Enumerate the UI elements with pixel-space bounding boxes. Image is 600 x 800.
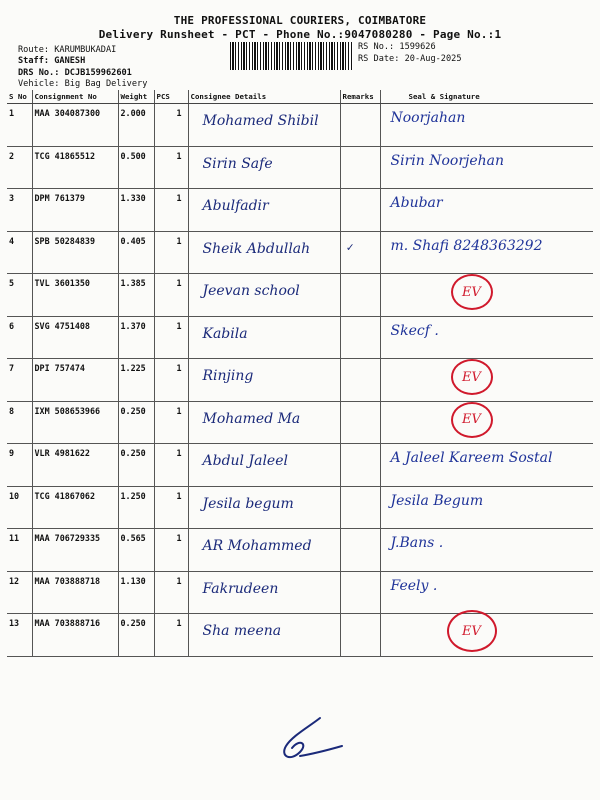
- row-weight: 0.565: [118, 529, 154, 572]
- row-pcs: 1: [154, 231, 188, 274]
- row-seal-signature: [380, 529, 593, 572]
- row-consignee: [188, 146, 340, 189]
- consignee-handwriting: Fakrudeen: [202, 580, 279, 597]
- table-row: [7, 146, 593, 189]
- signature-handwriting: Jesila Begum: [390, 492, 484, 509]
- signature-handwriting: A Jaleel Kareem Sostal: [390, 450, 553, 466]
- barcode: [230, 42, 353, 70]
- signature-handwriting: Sirin Noorjehan: [390, 152, 505, 169]
- signature-handwriting: Feely .: [390, 577, 438, 594]
- staff-label: Staff:: [18, 56, 50, 66]
- consignee-handwriting: Mohamed Shibil: [202, 113, 319, 129]
- row-sno: 11: [7, 529, 32, 572]
- row-weight: 2.000: [118, 104, 154, 147]
- row-sno: 1: [7, 104, 32, 147]
- signature-handwriting: J.Bans .: [390, 535, 444, 551]
- rs-no-line: [358, 42, 436, 52]
- table-row: [7, 189, 593, 232]
- row-remarks: [340, 231, 380, 274]
- runsheet-subtitle: Delivery Runsheet - PCT - Phone No.:9047080280 - Page No.:1: [98, 28, 502, 41]
- col-sno: S No: [7, 90, 32, 104]
- consignee-handwriting: Sha meena: [202, 623, 282, 639]
- row-consignee: [188, 231, 340, 274]
- rs-date-label: RS Date:: [358, 54, 400, 64]
- row-consignee: [188, 189, 340, 232]
- drs-line: [18, 68, 132, 78]
- row-consignment-no: SPB 50284839: [32, 231, 118, 274]
- rs-no-label: RS No.:: [358, 42, 395, 52]
- row-consignment-no: DPI 757474: [32, 359, 118, 402]
- row-seal-signature: [380, 316, 593, 359]
- table-row: [7, 529, 593, 572]
- row-seal-signature: [380, 486, 593, 529]
- row-pcs: 1: [154, 189, 188, 232]
- signature-handwriting: m. Shafi 8248363292: [390, 237, 543, 254]
- row-remarks: [340, 571, 380, 614]
- row-remarks: [340, 359, 380, 402]
- consignee-handwriting: Kabila: [202, 325, 248, 342]
- staff-line: [18, 56, 85, 66]
- row-weight: 1.370: [118, 316, 154, 359]
- row-consignment-no: MAA 703888718: [32, 571, 118, 614]
- row-seal-signature: [380, 571, 593, 614]
- row-consignee: [188, 571, 340, 614]
- col-weight: Weight: [118, 90, 154, 104]
- row-sno: 9: [7, 444, 32, 487]
- row-remarks: [340, 146, 380, 189]
- row-consignment-no: MAA 703888716: [32, 614, 118, 657]
- rs-date-value: 20-Aug-2025: [404, 54, 462, 64]
- row-remarks: [340, 486, 380, 529]
- row-seal-signature: [380, 359, 593, 402]
- row-pcs: 1: [154, 359, 188, 402]
- row-consignee: [188, 104, 340, 147]
- row-sno: 5: [7, 274, 32, 317]
- table-row: [7, 359, 593, 402]
- consignee-handwriting: Mohamed Ma: [202, 410, 301, 427]
- signature-handwriting: Skecf .: [390, 322, 439, 339]
- consignee-handwriting: Jeevan school: [202, 283, 300, 299]
- row-remarks: [340, 401, 380, 444]
- row-remarks: [340, 316, 380, 359]
- seal-stamp: EV: [447, 610, 497, 652]
- row-sno: 6: [7, 316, 32, 359]
- row-sno: 3: [7, 189, 32, 232]
- table-row: [7, 571, 593, 614]
- row-sno: 13: [7, 614, 32, 657]
- route-label: Route:: [18, 45, 50, 55]
- table-header-row: [7, 90, 593, 104]
- table-row: [7, 231, 593, 274]
- row-seal-signature: [380, 146, 593, 189]
- row-pcs: 1: [154, 529, 188, 572]
- table-row: [7, 104, 593, 147]
- row-pcs: 1: [154, 571, 188, 614]
- consignee-handwriting: AR Mohammed: [202, 538, 312, 554]
- remark-tick: ✓: [346, 239, 354, 254]
- row-pcs: 1: [154, 444, 188, 487]
- row-remarks: [340, 189, 380, 232]
- row-consignment-no: MAA 304087300: [32, 104, 118, 147]
- row-weight: 0.500: [118, 146, 154, 189]
- row-sno: 4: [7, 231, 32, 274]
- consignee-handwriting: Abulfadir: [202, 198, 269, 214]
- row-pcs: 1: [154, 486, 188, 529]
- row-consignee: [188, 486, 340, 529]
- vehicle-line: [18, 79, 147, 89]
- vehicle-value: Big Bag Delivery: [64, 79, 148, 89]
- seal-stamp: EV: [451, 359, 493, 395]
- row-weight: 1.385: [118, 274, 154, 317]
- table-row: [7, 401, 593, 444]
- row-seal-signature: [380, 189, 593, 232]
- seal-stamp: EV: [451, 402, 493, 438]
- row-sno: 10: [7, 486, 32, 529]
- row-consignment-no: IXM 508653966: [32, 401, 118, 444]
- row-consignment-no: TCG 41867062: [32, 486, 118, 529]
- vehicle-label: Vehicle:: [18, 79, 60, 89]
- route-value: KARUMBUKADAI: [54, 45, 117, 55]
- row-pcs: 1: [154, 274, 188, 317]
- table-row: [7, 614, 593, 657]
- drs-value: DCJB159962601: [64, 68, 132, 78]
- row-pcs: 1: [154, 316, 188, 359]
- row-seal-signature: [380, 274, 593, 317]
- row-sno: 2: [7, 146, 32, 189]
- runsheet-table: [7, 90, 593, 657]
- col-pcs: PCS: [154, 90, 188, 104]
- signature-handwriting: Noorjahan: [390, 110, 466, 126]
- row-weight: 1.225: [118, 359, 154, 402]
- row-seal-signature: [380, 401, 593, 444]
- consignee-handwriting: Jesila begum: [202, 495, 294, 512]
- row-consignee: [188, 274, 340, 317]
- row-consignee: [188, 529, 340, 572]
- row-weight: 1.130: [118, 571, 154, 614]
- row-weight: 1.330: [118, 189, 154, 232]
- route-line: [18, 45, 116, 55]
- col-consignment: Consignment No: [32, 90, 118, 104]
- rs-no-value: 1599626: [399, 42, 436, 52]
- row-consignee: [188, 614, 340, 657]
- row-pcs: 1: [154, 614, 188, 657]
- row-pcs: 1: [154, 104, 188, 147]
- row-consignment-no: VLR 4981622: [32, 444, 118, 487]
- row-consignee: [188, 316, 340, 359]
- row-consignee: [188, 359, 340, 402]
- row-remarks: [340, 444, 380, 487]
- col-seal-signature: Seal & Signature: [380, 90, 593, 104]
- row-sno: 7: [7, 359, 32, 402]
- row-seal-signature: [380, 104, 593, 147]
- row-sno: 12: [7, 571, 32, 614]
- row-consignment-no: SVG 4751408: [32, 316, 118, 359]
- row-weight: 0.405: [118, 231, 154, 274]
- consignee-handwriting: Sheik Abdullah: [202, 240, 311, 257]
- table-row: [7, 444, 593, 487]
- row-remarks: [340, 104, 380, 147]
- row-pcs: 1: [154, 146, 188, 189]
- consignee-handwriting: Abdul Jaleel: [202, 453, 288, 469]
- consignee-handwriting: Rinjing: [202, 368, 254, 384]
- table-row: [7, 486, 593, 529]
- row-consignment-no: TCG 41865512: [32, 146, 118, 189]
- row-remarks: [340, 274, 380, 317]
- row-consignment-no: MAA 706729335: [32, 529, 118, 572]
- drs-label: DRS No.:: [18, 68, 60, 78]
- table-row: [7, 274, 593, 317]
- row-pcs: 1: [154, 401, 188, 444]
- seal-stamp: EV: [451, 274, 493, 310]
- consignee-handwriting: Sirin Safe: [202, 155, 273, 172]
- col-consignee: Consignee Details: [188, 90, 340, 104]
- row-consignment-no: TVL 3601350: [32, 274, 118, 317]
- rs-date-line: [358, 54, 462, 64]
- row-remarks: [340, 529, 380, 572]
- row-remarks: [340, 614, 380, 657]
- signature-handwriting: Abubar: [390, 195, 443, 211]
- footer-signature: [270, 712, 350, 772]
- company-title: THE PROFESSIONAL COURIERS, COIMBATORE: [173, 14, 427, 27]
- row-consignee: [188, 401, 340, 444]
- row-sno: 8: [7, 401, 32, 444]
- table-row: [7, 316, 593, 359]
- row-seal-signature: [380, 444, 593, 487]
- row-weight: 0.250: [118, 401, 154, 444]
- row-seal-signature: [380, 614, 593, 657]
- row-consignee: [188, 444, 340, 487]
- row-seal-signature: [380, 231, 593, 274]
- row-weight: 0.250: [118, 614, 154, 657]
- staff-value: GANESH: [54, 56, 86, 66]
- col-remarks: Remarks: [340, 90, 380, 104]
- row-weight: 1.250: [118, 486, 154, 529]
- row-weight: 0.250: [118, 444, 154, 487]
- row-consignment-no: DPM 761379: [32, 189, 118, 232]
